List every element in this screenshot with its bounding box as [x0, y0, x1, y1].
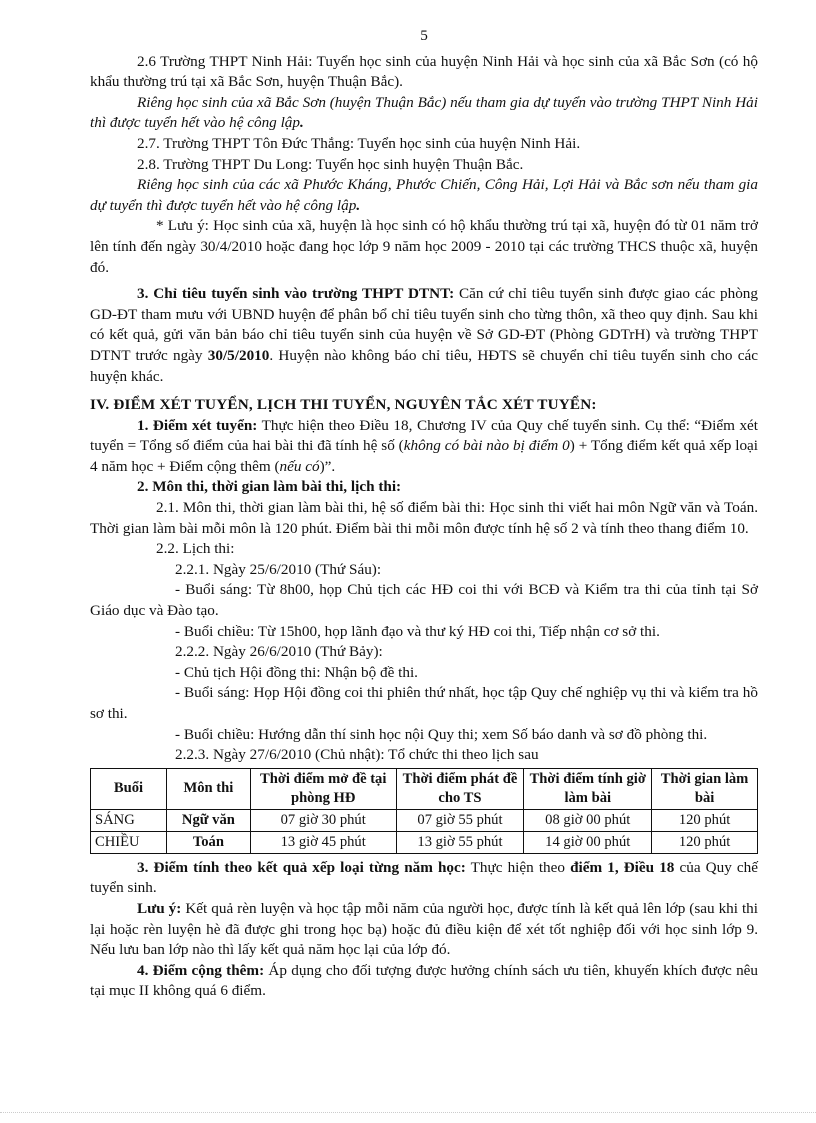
iv-2-heading: 2. Môn thi, thời gian làm bài thi, lịch thi:: [137, 478, 402, 496]
table-cell: 120 phút: [652, 831, 758, 853]
iv-3-paragraph: 3. Điểm tính theo kết quả xếp loại từng năm học: Thực hiện theo điểm 1, Điều 18 của Quy chế tuyển sinh.: [90, 858, 758, 897]
table-header-cell: Thời điểm mở đề tại phòng HĐ: [250, 768, 396, 809]
section-3-title: 3. Chỉ tiêu tuyển sinh vào trường THPT DTNT:: [137, 285, 455, 303]
document-page: [90, 26, 758, 1002]
exam-schedule-table: [90, 768, 758, 854]
iv-1-paragraph: 1. Điểm xét tuyển: Thực hiện theo Điều 18, Chương IV của Quy chế tuyển sinh. Cụ thể: “Điểm xét tuyển = Tổng số điểm của hai bài thi đã tính hệ số (không có bài nào bị điểm 0) + Tổng điểm kết quả xếp loại 4 năm học + Điểm cộng thêm (nếu có)”.: [90, 416, 758, 475]
table-cell: Toán: [166, 831, 250, 853]
note-luu-y-2: Lưu ý: Kết quả rèn luyện và học tập mỗi năm của người học, được tính là kết quả lên lớp (sau khi thi lại hoặc rèn luyện hè đã được ghi trong học bạ) hoặc đủ điều kiện để xét tốt nghiệp đối với học sinh lớp 9. Nếu lưu ban lớp nào thì lấy kết quả năm học lại của lớp đó.: [90, 899, 758, 959]
table-cell: SÁNG: [91, 809, 167, 831]
deadline-date: 30/5/2010: [207, 346, 270, 364]
table-cell: 14 giờ 00 phút: [524, 831, 652, 853]
iv-2-2-1: 2.2.1. Ngày 25/6/2010 (Thứ Sáu):: [175, 560, 382, 578]
table-header-cell: Thời điểm phát đề cho TS: [396, 768, 524, 809]
iv-2-2-2-b: - Buổi sáng: Họp Hội đồng coi thi phiên thứ nhất, học tập Quy chế nghiệp vụ thi và kiểm tra hồ sơ thi.: [90, 684, 758, 722]
iv-2-2-2-c: - Buổi chiều: Hướng dẫn thí sinh học nội Quy thi; xem Số báo danh và sơ đồ phòng thi.: [175, 725, 708, 743]
item-2-6: 2.6 Trường THPT Ninh Hải: Tuyển học sinh của huyện Ninh Hải và học sinh của xã Bắc Sơn (có hộ khẩu thường trú tại xã Bắc Sơn, huyện Thuận Bắc).: [90, 52, 758, 91]
iv-4-paragraph: 4. Điểm cộng thêm: Áp dụng cho đối tượng được hưởng chính sách ưu tiên, khuyến khích được nêu tại mục II không quá 6 điểm.: [90, 961, 758, 1000]
table-header-cell: Môn thi: [166, 768, 250, 809]
table-cell: Ngữ văn: [166, 809, 250, 831]
table-cell: 07 giờ 30 phút: [250, 809, 396, 831]
table-cell: 120 phút: [652, 809, 758, 831]
table-cell: 07 giờ 55 phút: [396, 809, 524, 831]
table-header-row: [91, 768, 758, 809]
table-cell: CHIỀU: [91, 831, 167, 853]
section-3-paragraph: 3. Chỉ tiêu tuyển sinh vào trường THPT DTNT: Căn cứ chỉ tiêu tuyển sinh được giao các phòng GD-ĐT tham mưu với UBND huyện để phân bổ chỉ tiêu tuyển sinh cho từng thôn, xã theo quy định. Sau khi có kết quả, gửi văn bản báo chỉ tiêu tuyển sinh của huyện về Sở GD-ĐT (Phòng GDTrH) và trường THPT DTNT trước ngày 30/5/2010. Huyện nào không báo chỉ tiêu, HĐTS sẽ chuyển chỉ tiêu tuyển sinh cho các huyện khác.: [90, 285, 758, 385]
iv-2-2-1-a: - Buổi sáng: Từ 8h00, họp Chủ tịch các HĐ coi thi với BCĐ và Kiểm tra thi của tỉnh tại Sở Giáo dục và Đào tạo.: [90, 581, 758, 620]
page-bottom-divider: [0, 1112, 816, 1113]
item-2-7: 2.7. Trường THPT Tôn Đức Thắng: Tuyển học sinh của huyện Ninh Hải.: [137, 134, 581, 152]
item-2-6-note: Riêng học sinh của xã Bắc Sơn (huyện Thuận Bắc) nếu tham gia dự tuyển vào trường THPT Ninh Hải thì được tuyển hết vào hệ công lập.: [90, 93, 758, 132]
note-luu-y-1: * Lưu ý: Học sinh của xã, huyện là học sinh có hộ khẩu thường trú tại xã, huyện đó từ 01 năm trở lên tính đến ngày 30/4/2010 hoặc đang học lớp 9 năm học 2009 - 2010 tại các trường THCS thuộc xã, huyện đó.: [90, 217, 758, 276]
iv-2-2-2-a: - Chủ tịch Hội đồng thi: Nhận bộ đề thi.: [175, 663, 418, 681]
table-header-cell: Thời điểm tính giờ làm bài: [524, 768, 652, 809]
iv-2-1: 2.1. Môn thi, thời gian làm bài thi, hệ số điểm bài thi: Học sinh thi viết hai môn Ngữ văn và Toán. Thời gian làm bài mỗi môn là 120 phút. Điểm bài thi mỗi môn được tính hệ số 2 và tính theo thang điểm 10.: [90, 499, 758, 537]
iv-2-2-2: 2.2.2. Ngày 26/6/2010 (Thứ Bảy):: [175, 643, 383, 661]
table-cell: 13 giờ 55 phút: [396, 831, 524, 853]
table-header-cell: Thời gian làm bài: [652, 768, 758, 809]
table-cell: 13 giờ 45 phút: [250, 831, 396, 853]
table-row: [91, 831, 758, 853]
section-iv-heading: IV. ĐIỂM XÉT TUYỂN, LỊCH THI TUYỂN, NGUYÊN TẮC XÉT TUYỂN:: [90, 396, 597, 414]
page-number: 5: [420, 27, 428, 44]
table-cell: 08 giờ 00 phút: [524, 809, 652, 831]
item-2-8: 2.8. Trường THPT Du Long: Tuyển học sinh huyện Thuận Bắc.: [137, 155, 524, 173]
iv-2-2: 2.2. Lịch thi:: [156, 540, 235, 558]
iv-2-2-3: 2.2.3. Ngày 27/6/2010 (Chủ nhật): Tổ chức thi theo lịch sau: [175, 746, 539, 764]
iv-2-2-1-b: - Buổi chiều: Từ 15h00, họp lãnh đạo và thư ký HĐ coi thi, Tiếp nhận cơ sở thi.: [175, 622, 660, 640]
item-2-8-note: Riêng học sinh của các xã Phước Kháng, Phước Chiến, Công Hải, Lợi Hải và Bắc sơn nếu tham gia dự tuyển thì được tuyển hết vào hệ công lập.: [90, 176, 758, 214]
table-row: [91, 809, 758, 831]
table-header-cell: Buổi: [91, 768, 167, 809]
